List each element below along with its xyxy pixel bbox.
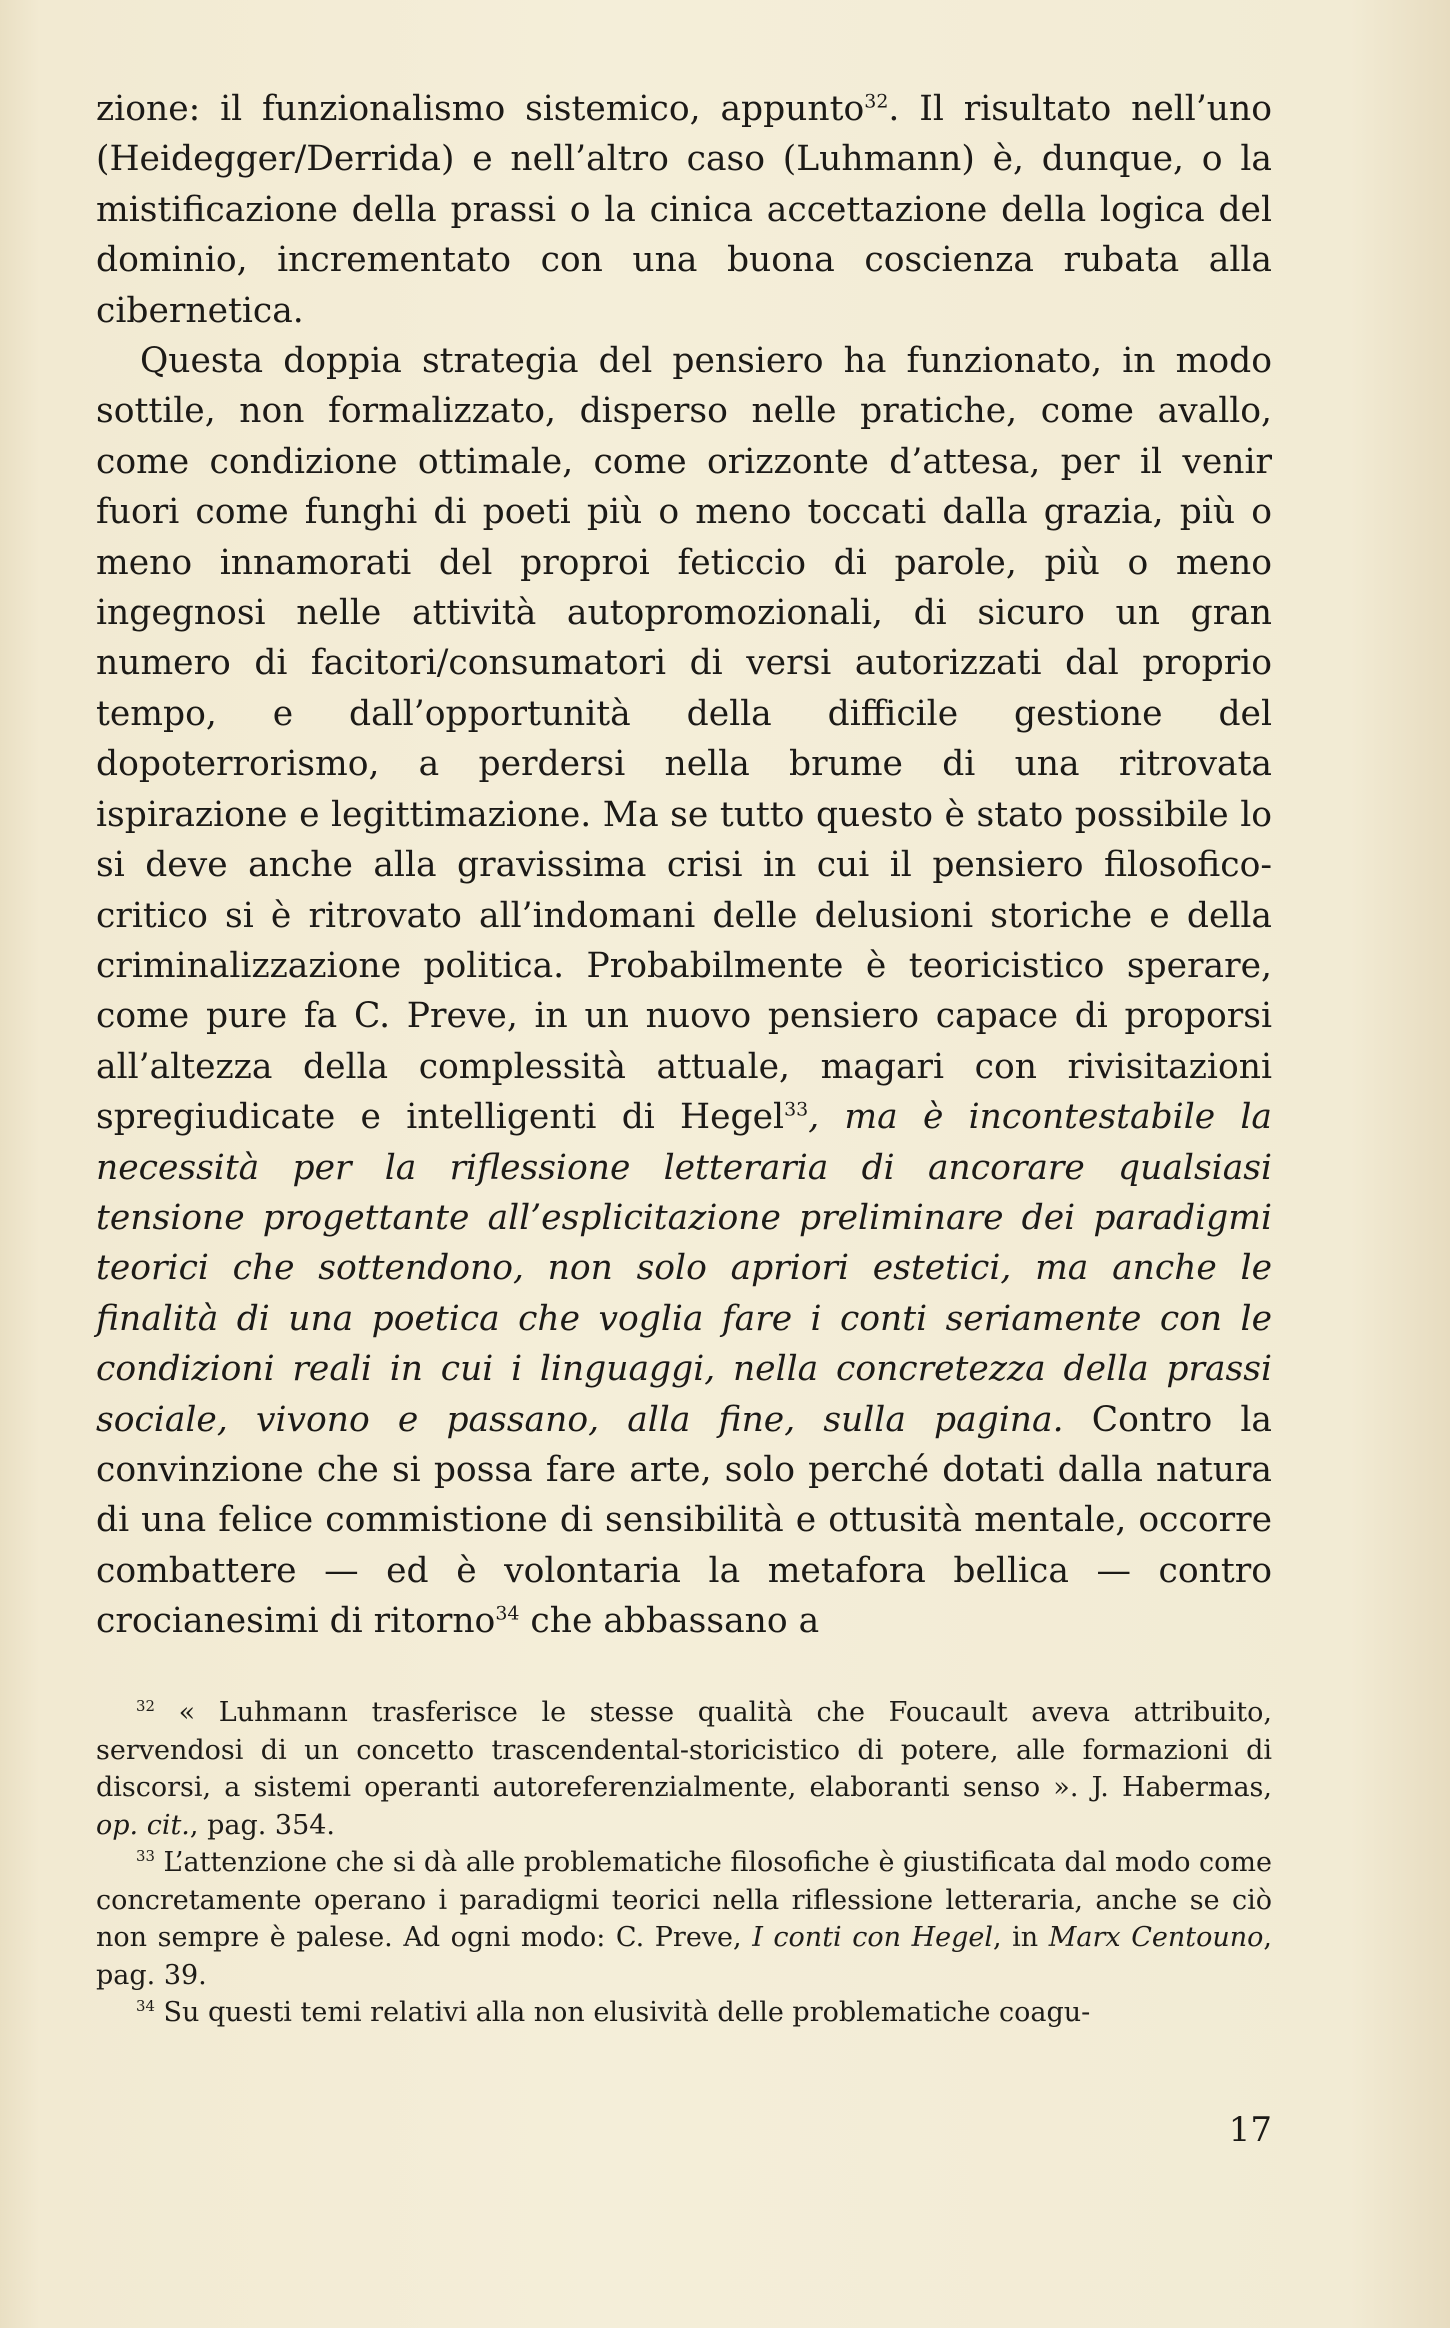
p1-text-a: zione: il funzionalismo sistemico, appunto: [96, 89, 865, 129]
p1-text-b: . Il risultato nell’uno (Heidegger/Derrida) e nell’altro caso (Luhmann) è, dunque, o la mistificazione della prassi o la cinica accettazione della logica del dominio, incrementato con una buona coscienza rubata alla cibernetica.: [96, 89, 1272, 331]
p2-text-b: Contro la convinzione che si possa fare arte, solo perché dotati dalla natura di una felice commistione di sensibilità e ottusità mentale, occorre combattere — ed è volontaria la metafora bellica — contro crocianesimi di ritorno: [96, 1399, 1272, 1642]
footnote-34: [96, 1994, 1272, 2032]
footnote-33: [96, 1844, 1272, 1994]
footnote-italic: op. cit.: [96, 1809, 190, 1841]
footnote-text: L’attenzione che si dà alle problematiche filosofiche è giustificata dal modo come concretamente operano i paradigmi teorici nella riflessione letteraria, anche se ciò non sempre è palese. Ad ogni modo: C. Preve,: [96, 1847, 1272, 1953]
p2-italic-passage: , ma è incontestabile la necessità per la riflessione letteraria di ancorare qualsiasi tensione progettante all’esplicitazione preliminare dei paradigmi teorici che sottendono, non solo apriori estetici, ma anche le finalità di una poetica che voglia fare i conti seriamente con le condizioni reali in cui i linguaggi, nella concretezza della prassi sociale, vivono e passano, alla fine, sulla pagina.: [96, 1097, 1272, 1440]
paragraph-1: [96, 84, 1272, 336]
footnote-number: 32: [136, 1697, 155, 1715]
footnote-number: 34: [136, 1997, 155, 2015]
footnote-italic-book: Marx Centouno: [1048, 1922, 1264, 1953]
footnote-end: , pag. 39.: [96, 1922, 1272, 1991]
footnote-ref-32: 32: [864, 90, 889, 113]
footnote-italic-title: I conti con Hegel: [752, 1922, 994, 1953]
paragraph-2: [96, 336, 1272, 1647]
footnote-ref-33: 33: [784, 1098, 809, 1121]
footnote-mid: , in: [993, 1922, 1049, 1953]
p2-text-a: Questa doppia strategia del pensiero ha funzionato, in modo sottile, non formalizzato, disperso nelle pratiche, come avallo, come condizione ottimale, come orizzonte d’attesa, per il venir fuori come funghi di poeti più o meno toccati dalla grazia, più o meno innamorati del proproi feticcio di parole, più o meno ingegnosi nelle attività autopromozionali, di sicuro un gran numero di facitori/consumatori di versi autorizzati dal proprio tempo, e dall’opportunità della difficile gestione del dopoterrorismo, a perdersi nella brume di una ritrovata ispirazione e legittimazione. Ma se tutto questo è stato possibile lo si deve anche alla gravissima crisi in cui il pensiero filosofico-critico si è ritrovato all’indomani delle delusioni storiche e della criminalizzazione politica. Probabilmente è teoricistico sperare, come pure fa C. Preve, in un nuovo pensiero capace di proporsi all’altezza della complessità attuale, magari con rivisitazioni spregiudicate e intelligenti di Hegel: [96, 341, 1272, 1138]
page-number: 17: [1228, 2110, 1272, 2150]
main-text: [96, 84, 1272, 1647]
footnote-text: Su questi temi relativi alla non elusività delle problematiche coagu-: [154, 1997, 1091, 2028]
footnotes: [96, 1694, 1272, 2032]
footnote-32: [96, 1694, 1272, 1844]
p2-text-c: che abbassano a: [519, 1601, 820, 1642]
footnote-end: , pag. 354.: [189, 1809, 336, 1841]
footnote-ref-34: 34: [495, 1602, 520, 1625]
footnote-text: « Luhmann trasferisce le stesse qualità che Foucault aveva attribuito, servendosi di un concetto trascendental-storicistico di potere, alle formazioni di discorsi, a sistemi operanti autoreferenzialmente, elaboranti senso ». J. Habermas,: [96, 1697, 1272, 1803]
footnote-number: 33: [136, 1847, 155, 1865]
